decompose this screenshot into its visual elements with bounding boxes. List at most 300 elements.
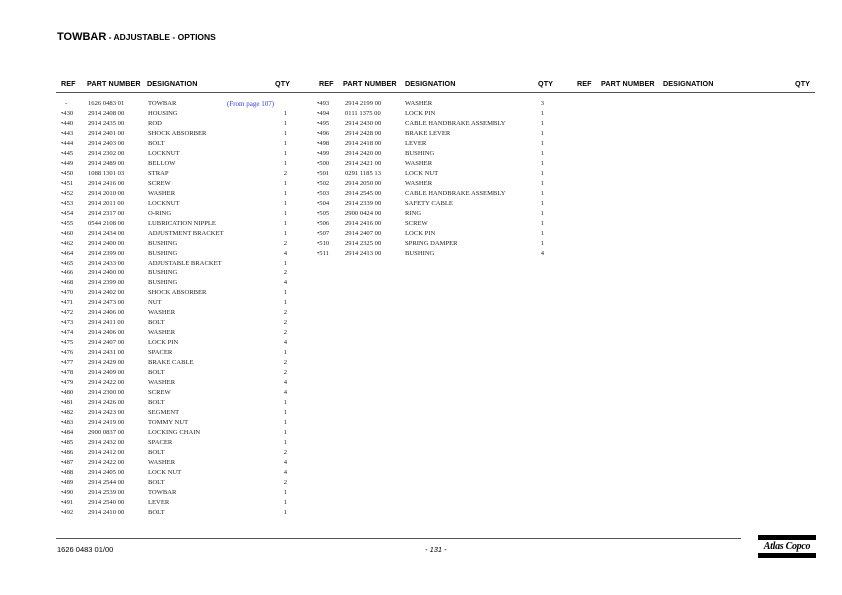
qty-cell: 4: [540, 249, 544, 257]
designation-cell: SHOCK ABSORBER: [148, 289, 207, 297]
part-number-cell: 2914 2416 00: [88, 179, 125, 187]
ref-cell: •474: [61, 329, 74, 337]
designation-cell: TOWBAR: [148, 100, 177, 107]
table-row: [57, 298, 289, 308]
table-row: [314, 129, 546, 139]
table-row: [314, 109, 546, 119]
ref-cell: •444: [61, 139, 74, 147]
ref-cell: •476: [61, 349, 74, 357]
designation-cell: SCREW: [405, 219, 428, 227]
part-number-cell: 2914 2422 00: [88, 458, 125, 466]
ref-cell: •472: [61, 309, 74, 317]
designation-cell: SPACER: [148, 349, 173, 357]
ref-cell: •477: [61, 359, 74, 367]
designation-cell: BOLT: [148, 319, 165, 327]
qty-cell: 1: [283, 189, 287, 197]
part-number-cell: 2914 2407 00: [88, 339, 125, 347]
part-number-cell: 2914 2401 00: [88, 129, 125, 137]
qty-cell: 1: [283, 349, 287, 357]
qty-cell: 1: [540, 159, 544, 167]
part-number-cell: 2914 2300 00: [88, 389, 125, 397]
table-row: [57, 268, 289, 278]
column-3-header: [572, 79, 822, 89]
ref-cell: •505: [317, 209, 330, 217]
designation-cell: ADJUSTMENT BRACKET: [148, 229, 224, 237]
ref-cell: •484: [61, 428, 74, 436]
qty-cell: 1: [540, 149, 544, 157]
logo-bar-bottom: [758, 553, 816, 558]
qty-cell: 1: [540, 209, 544, 217]
designation-cell: BOLT: [148, 448, 165, 456]
page-number: - 131 -: [425, 545, 447, 554]
table-row: [57, 139, 289, 149]
ref-cell: •501: [317, 169, 330, 177]
table-row: [57, 468, 289, 478]
document-number: 1626 0483 01/00: [57, 545, 114, 554]
part-number-cell: 2914 2050 00: [345, 179, 382, 187]
part-number-cell: 2914 2406 00: [88, 329, 125, 337]
atlas-copco-logo-icon: [758, 535, 816, 558]
table-row: [57, 378, 289, 388]
table-row: [57, 189, 289, 199]
table-row: [57, 219, 289, 229]
qty-cell: 1: [283, 399, 287, 407]
designation-cell: BUSHING: [148, 269, 178, 277]
part-number-cell: 2914 2422 00: [88, 379, 125, 387]
table-row: [57, 169, 289, 179]
ref-cell: •455: [61, 219, 74, 227]
qty-cell: 1: [283, 109, 287, 117]
designation-cell: BRAKE CABLE: [148, 359, 194, 367]
designation-header: DESIGNATION: [147, 79, 198, 88]
qty-cell: 4: [283, 468, 287, 476]
qty-cell: 1: [540, 179, 544, 187]
designation-cell: LUBRICATION NIPPLE: [148, 219, 216, 227]
qty-cell: 4: [283, 279, 287, 287]
table-row: [57, 119, 289, 129]
part-number-cell: 0291 1185 13: [345, 169, 382, 177]
ref-cell: •465: [61, 259, 74, 267]
table-row: [314, 179, 546, 189]
table-row: [57, 448, 289, 458]
title-sub: - ADJUSTABLE - OPTIONS: [106, 32, 216, 42]
table-row: [314, 169, 546, 179]
part-number-cell: 2914 2473 00: [88, 299, 125, 307]
designation-cell: WASHER: [405, 179, 433, 187]
ref-header: REF: [61, 79, 76, 88]
ref-cell: •488: [61, 468, 74, 476]
qty-cell: 1: [283, 488, 287, 496]
table-row: [57, 488, 289, 498]
designation-cell: BOLT: [148, 139, 165, 147]
ref-cell: •451: [61, 179, 74, 187]
designation-cell: LOCK PIN: [148, 339, 179, 347]
qty-cell: 1: [283, 159, 287, 167]
designation-cell: ADJUSTABLE BRACKET: [148, 259, 222, 267]
part-number-cell: 2914 2432 00: [88, 438, 125, 446]
designation-cell: LOCK NUT: [148, 468, 182, 476]
designation-cell: BRAKE LEVER: [405, 129, 451, 137]
table-row: [57, 278, 289, 288]
qty-cell: 2: [283, 269, 287, 277]
table-row: [57, 508, 289, 518]
table-row: [57, 249, 289, 259]
ref-header: REF: [319, 79, 334, 88]
designation-cell: LEVER: [148, 498, 170, 506]
qty-cell: 2: [283, 329, 287, 337]
column-2-header: [314, 79, 554, 89]
ref-cell: •493: [317, 100, 330, 107]
table-row: [57, 458, 289, 468]
part-number-cell: 2914 2399 00: [88, 249, 125, 257]
designation-cell: BOLT: [148, 478, 165, 486]
part-number-cell: 2914 2420 00: [345, 149, 382, 157]
designation-cell: WASHER: [148, 189, 176, 197]
part-number-cell: 2914 2421 00: [345, 159, 382, 167]
part-number-cell: 1088 1301 03: [88, 169, 125, 177]
table-row: [57, 159, 289, 169]
qty-cell: 2: [283, 239, 287, 247]
ref-cell: •495: [317, 119, 330, 127]
part-number-cell: 2914 2430 00: [345, 119, 382, 127]
qty-header: QTY: [795, 79, 811, 88]
ref-cell: •491: [61, 498, 74, 506]
ref-cell: •445: [61, 149, 74, 157]
part-number-cell: 2914 2010 00: [88, 189, 125, 197]
qty-cell: 2: [283, 478, 287, 486]
designation-cell: BUSHING: [148, 249, 178, 257]
qty-cell: 1: [283, 149, 287, 157]
table-row: [57, 308, 289, 318]
table-row: [57, 328, 289, 338]
ref-cell: •481: [61, 399, 74, 407]
designation-cell: RING: [405, 209, 422, 217]
part-number-cell: 2914 2409 00: [88, 369, 125, 377]
qty-cell: 1: [283, 219, 287, 227]
qty-cell: 4: [283, 389, 287, 397]
qty-cell: 4: [283, 249, 287, 257]
designation-cell: TOWBAR: [148, 488, 177, 496]
ref-cell: •499: [317, 149, 330, 157]
table-row: [57, 229, 289, 239]
table-row: [57, 348, 289, 358]
designation-cell: LOCK PIN: [405, 109, 436, 117]
designation-header: DESIGNATION: [405, 79, 456, 88]
designation-cell: WASHER: [405, 159, 433, 167]
qty-cell: 1: [540, 109, 544, 117]
designation-cell: WASHER: [405, 100, 433, 107]
table-row: [314, 229, 546, 239]
ref-cell: •460: [61, 229, 74, 237]
table-row: [57, 109, 289, 119]
table-row: [314, 249, 546, 259]
ref-cell: •449: [61, 159, 74, 167]
qty-cell: 4: [283, 379, 287, 387]
qty-cell: 2: [283, 448, 287, 456]
designation-cell: TOMMY NUT: [148, 419, 189, 426]
table-row: [57, 368, 289, 378]
ref-cell: •478: [61, 369, 74, 377]
table-row: [57, 338, 289, 348]
part-number-cell: 2914 2399 00: [88, 279, 125, 287]
table-row: [57, 388, 289, 398]
qty-cell: 1: [540, 169, 544, 177]
footer-divider: [56, 538, 741, 539]
ref-cell: •507: [317, 229, 330, 237]
designation-cell: WASHER: [148, 309, 176, 317]
part-number-cell: 2914 2339 00: [345, 199, 382, 207]
qty-cell: 2: [283, 169, 287, 177]
designation-cell: BOLT: [148, 369, 165, 377]
table-row: [57, 398, 289, 408]
table-row: [314, 99, 546, 109]
designation-cell: BELLOW: [148, 159, 176, 167]
designation-cell: SCREW: [148, 179, 171, 187]
designation-cell: BOLT: [148, 399, 165, 407]
part-number-cell: 2914 2428 00: [345, 129, 382, 137]
part-number-cell: 2914 2413 00: [345, 249, 382, 257]
table-row: [314, 219, 546, 229]
qty-cell: 2: [283, 359, 287, 367]
designation-cell: LOCKING CHAIN: [148, 428, 201, 436]
designation-cell: SEGMENT: [148, 409, 180, 417]
part-number-cell: 2900 0424 00: [345, 209, 382, 217]
designation-cell: WASHER: [148, 329, 176, 337]
part-number-cell: 2914 2434 00: [88, 229, 125, 237]
qty-cell: 1: [283, 428, 287, 436]
ref-cell: •485: [61, 438, 74, 446]
ref-cell: •502: [317, 179, 330, 187]
part-number-cell: 2914 2408 00: [88, 109, 125, 117]
table-row: [314, 209, 546, 219]
column-1-header: [57, 79, 291, 89]
part-number-cell: 1626 0483 01: [88, 100, 125, 107]
designation-cell: WASHER: [148, 379, 176, 387]
qty-cell: 4: [283, 458, 287, 466]
qty-cell: 1: [283, 289, 287, 297]
designation-header: DESIGNATION: [663, 79, 714, 88]
ref-cell: •430: [61, 109, 74, 117]
qty-cell: 1: [283, 179, 287, 187]
designation-cell: SHOCK ABSORBER: [148, 129, 207, 137]
qty-cell: 1: [283, 129, 287, 137]
part-number-cell: 0111 1375 00: [345, 109, 381, 117]
qty-cell: 2: [283, 319, 287, 327]
part-number-cell: 2914 2302 00: [88, 149, 125, 157]
ref-cell: •466: [61, 269, 74, 277]
ref-cell: •453: [61, 199, 74, 207]
designation-cell: SCREW: [148, 389, 171, 397]
qty-cell: 1: [283, 508, 287, 516]
ref-cell: •464: [61, 249, 74, 257]
designation-cell: SPRING DAMPER: [405, 239, 458, 247]
ref-header: REF: [577, 79, 592, 88]
table-row: [314, 239, 546, 249]
ref-cell: •504: [317, 199, 330, 207]
part-number-cell: 2914 2325 00: [345, 239, 382, 247]
ref-cell: •486: [61, 448, 74, 456]
table-row: [314, 119, 546, 129]
designation-cell: O-RING: [148, 209, 172, 217]
designation-cell: LOCK PIN: [405, 229, 436, 237]
qty-cell: 1: [540, 199, 544, 207]
ref-cell: •489: [61, 478, 74, 486]
qty-cell: 1: [283, 438, 287, 446]
ref-cell: •440: [61, 119, 74, 127]
table-row: [57, 199, 289, 209]
part-number-cell: 2914 2412 00: [88, 448, 125, 456]
ref-cell: •443: [61, 129, 74, 137]
qty-header: QTY: [538, 79, 554, 88]
qty-cell: 1: [540, 189, 544, 197]
table-row: [57, 259, 289, 269]
ref-cell: •450: [61, 169, 74, 177]
qty-cell: 1: [283, 119, 287, 127]
qty-cell: 1: [540, 219, 544, 227]
title-main: TOWBAR: [57, 31, 107, 43]
qty-cell: 1: [283, 139, 287, 147]
ref-cell: •510: [317, 239, 330, 247]
part-number-header: PART NUMBER: [343, 79, 397, 88]
qty-cell: 1: [540, 129, 544, 137]
part-number-cell: 2914 2402 00: [88, 289, 125, 297]
ref-cell: -: [65, 100, 68, 107]
part-number-cell: 2914 2406 00: [88, 309, 125, 317]
designation-cell: SPACER: [148, 438, 173, 446]
qty-header: QTY: [275, 79, 291, 88]
designation-cell: HOUSING: [148, 109, 178, 117]
part-number-cell: 2914 2433 00: [88, 259, 125, 267]
part-number-cell: 2914 2426 00: [88, 399, 125, 407]
header-divider: [56, 92, 815, 93]
ref-cell: •454: [61, 209, 74, 217]
part-number-cell: 2914 2199 00: [345, 100, 382, 107]
table-row: [57, 498, 289, 508]
table-row: [57, 358, 289, 368]
table-row: [57, 478, 289, 488]
ref-cell: •482: [61, 409, 74, 417]
part-number-cell: 2914 2540 00: [88, 498, 125, 506]
ref-cell: •452: [61, 189, 74, 197]
logo-text: Atlas Copco: [763, 541, 811, 552]
part-number-cell: 0544 2108 00: [88, 219, 125, 227]
qty-cell: 1: [283, 209, 287, 217]
part-number-cell: 2914 2405 00: [88, 468, 125, 476]
qty-cell: 2: [283, 309, 287, 317]
part-number-cell: 2914 2435 00: [88, 119, 125, 127]
part-number-cell: 2914 2011 00: [88, 199, 125, 207]
part-number-cell: 2914 2407 00: [345, 229, 382, 237]
table-row: [57, 179, 289, 189]
table-row: [57, 99, 289, 109]
designation-cell: LOCK NUT: [405, 169, 439, 177]
part-number-cell: 2914 2400 00: [88, 239, 125, 247]
qty-cell: 1: [283, 299, 287, 307]
designation-cell: ROD: [148, 119, 162, 127]
ref-cell: •462: [61, 239, 74, 247]
parts-list-column-2: [314, 99, 546, 259]
table-row: [57, 149, 289, 159]
ref-cell: •498: [317, 139, 330, 147]
designation-cell: STRAP: [148, 169, 169, 177]
table-row: [57, 408, 289, 418]
designation-cell: SAFETY CABLE: [405, 199, 453, 207]
page-reference-link[interactable]: (From page 107): [227, 100, 275, 108]
ref-cell: •471: [61, 299, 74, 307]
part-number-header: PART NUMBER: [87, 79, 141, 88]
designation-cell: BUSHING: [148, 279, 178, 287]
qty-cell: 1: [283, 259, 287, 267]
part-number-cell: 2914 2403 00: [88, 139, 125, 147]
part-number-cell: 2914 2416 00: [345, 219, 382, 227]
part-number-cell: 2914 2545 00: [345, 189, 382, 197]
ref-cell: •506: [317, 219, 330, 227]
part-number-cell: 2914 2400 00: [88, 269, 125, 277]
table-row: [57, 288, 289, 298]
part-number-cell: 2914 2429 00: [88, 359, 125, 367]
designation-cell: BOLT: [148, 508, 165, 516]
designation-cell: BUSHING: [405, 249, 435, 257]
ref-cell: •492: [61, 508, 74, 516]
table-row: [57, 438, 289, 448]
qty-cell: 1: [283, 419, 287, 426]
part-number-cell: 2914 2539 00: [88, 488, 125, 496]
ref-cell: •480: [61, 389, 74, 397]
part-number-cell: 2914 2423 00: [88, 409, 125, 417]
ref-cell: •496: [317, 129, 330, 137]
table-row: [57, 318, 289, 328]
qty-cell: 1: [540, 139, 544, 147]
designation-cell: LOCKNUT: [148, 149, 180, 157]
table-row: [314, 139, 546, 149]
table-row: [57, 129, 289, 139]
designation-cell: NUT: [148, 299, 162, 307]
part-number-cell: 2914 2418 00: [345, 139, 382, 147]
qty-cell: 4: [283, 339, 287, 347]
ref-cell: •475: [61, 339, 74, 347]
ref-cell: •503: [317, 189, 330, 197]
ref-cell: •500: [317, 159, 330, 167]
qty-cell: 3: [540, 100, 544, 107]
ref-cell: •468: [61, 279, 74, 287]
part-number-cell: 2914 2410 00: [88, 508, 125, 516]
table-row: [57, 418, 289, 428]
part-number-header: PART NUMBER: [601, 79, 655, 88]
table-row: [57, 428, 289, 438]
page-title: [57, 27, 216, 45]
designation-cell: LOCKNUT: [148, 199, 180, 207]
table-row: [314, 189, 546, 199]
qty-cell: 1: [540, 229, 544, 237]
ref-cell: •494: [317, 109, 330, 117]
qty-cell: 1: [283, 199, 287, 207]
designation-cell: BUSHING: [405, 149, 435, 157]
table-row: [57, 239, 289, 249]
qty-cell: 1: [283, 229, 287, 237]
ref-cell: •479: [61, 379, 74, 387]
qty-cell: 1: [540, 239, 544, 247]
designation-cell: CABLE HANDBRAKE ASSEMBLY: [405, 119, 506, 127]
parts-list-column-1: [57, 99, 289, 518]
designation-cell: BUSHING: [148, 239, 178, 247]
designation-cell: CABLE HANDBRAKE ASSEMBLY: [405, 189, 506, 197]
table-row: [314, 199, 546, 209]
qty-cell: 1: [540, 119, 544, 127]
part-number-cell: 2900 0837 00: [88, 428, 125, 436]
qty-cell: 1: [283, 498, 287, 506]
part-number-cell: 2914 2544 00: [88, 478, 125, 486]
part-number-cell: 2914 2431 00: [88, 349, 125, 357]
